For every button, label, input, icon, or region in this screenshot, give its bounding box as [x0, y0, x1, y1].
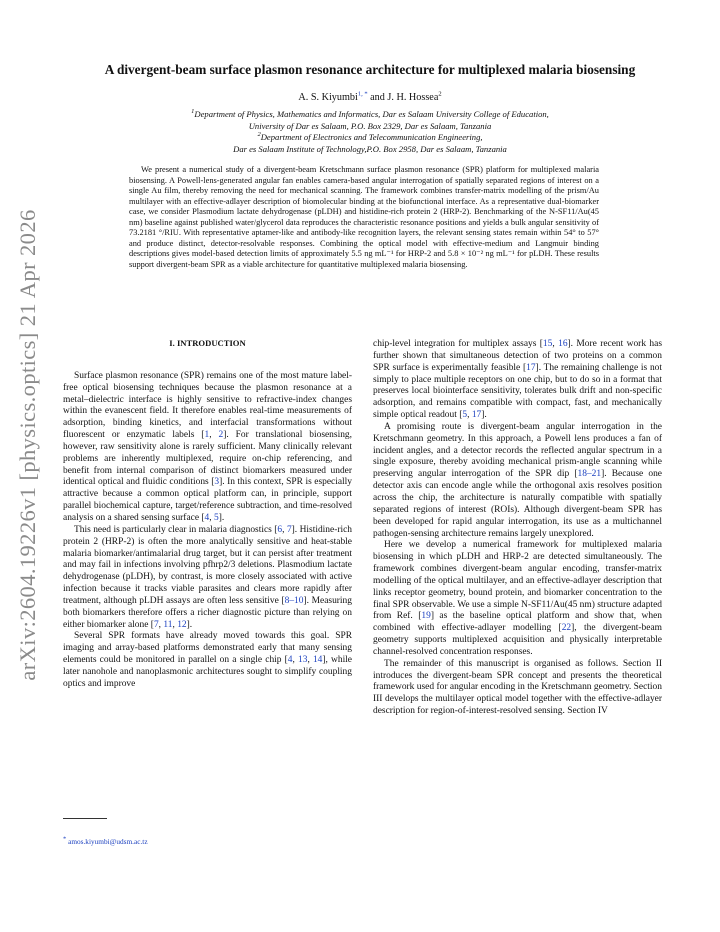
- author-list: [60, 92, 680, 103]
- paragraph-text: ].: [186, 619, 193, 630]
- citation-link[interactable]: 2: [218, 430, 224, 441]
- paragraph-text: ]. Measuring both biomarkers therefore offers a richer diagnostic picture than relying on either biomarker alone [: [63, 595, 352, 630]
- section-heading-introduction: [63, 338, 352, 350]
- citation-link[interactable]: 3: [214, 477, 220, 488]
- arxiv-identifier[interactable]: arXiv:2604.19226v1 [physics.optics] 21 Apr 2026: [15, 209, 40, 681]
- author-2-superscript: 2: [438, 90, 442, 98]
- affiliations: [60, 109, 680, 155]
- arxiv-sidebar-stamp: [6, 209, 50, 681]
- citation-link[interactable]: 5: [462, 410, 468, 421]
- abstract: [129, 165, 599, 270]
- paragraph: chip-level integration for multiplex assays [15, 16]. More recent work has further shown that simultaneous detection of two proteins on a common SPR surface is experimentally feasible [17]. The remaining challenge is not simply to place multiple receptors on one chip, but to do so in a format that preserves local biointerface sensitivity, tolerates bulk drift and non-specific adsorption, and remains compatible with compact, fast, and mechanically simple optical readout [5, 17].: [373, 339, 663, 421]
- author-conjunction: and: [370, 92, 385, 103]
- paragraph-text: ]. In this context, SPR is especially attractive because a common optical platform can, in principle, support parallel biochemical capture, target/reference subtraction, and time-resolved analysis on a shared sensing surface [: [63, 477, 352, 523]
- citation-link[interactable]: 19: [421, 611, 431, 622]
- citation-link[interactable]: 17: [471, 410, 482, 421]
- affiliation-2-mark: 2: [257, 131, 261, 139]
- paragraph-text: ]. Histidine-rich protein 2 (HRP-2) is often the more analytically sensitive and heat-stable malaria biomarker/antimalarial drug target, but it can persist after treatment and may fail in infections involving pfhrp2/3 deletions. Plasmodium lactate dehydrogenase (pLDH), by contrast, is more closely associated with active infection because it tracks viable parasites and clears more rapidly after treatment, although pLDH assays are often less sensitive [: [63, 524, 353, 606]
- abstract-text: We present a numerical study of a divergent-beam Kretschmann surface plasmon resonance (SPR) platform for multiplexed malaria biosensing. A Powell-lens-generated angular fan enables camera-based angular interrogation of spatially separated regions of interest on a single Au film, thereby removing the need for mechanical scanning. The framework combines transfer-matrix modelling of the prism/Au multilayer with an effective-adlayer description of biomolecular binding at the biofunctional interface. As a representative dual-biomarker case, we consider Plasmodium lactate dehydrogenase (pLDH) and histidine-rich protein 2 (HRP-2). Benchmarking of the N-SF11/Au(45 nm) baseline against published water/glycerol data reproduces the characteristic resonance positions and yields a bulk angular sensitivity of 73.2181 °/RIU. With representative aptamer-like and antibody-like recognition layers, the relevant sensing states remain within 54° to 57° and produce distinct, detector-resolvable responses. Combining the optical model with effective-medium and Langmuir binding descriptions gives model-based detection limits of approximately 5.5 ng mL⁻¹ for HRP-2 and 5.8 × 10⁻² ng mL⁻¹ for pLDH. These results support divergent-beam SPR as a viable architecture for quantitative multiplexed malaria biosensing.: [129, 165, 599, 269]
- citation-link[interactable]: 5: [213, 512, 219, 523]
- author-1: A. S. Kiyumbi: [298, 92, 358, 103]
- citation-link[interactable]: 22: [561, 623, 572, 634]
- paragraph-text: Surface plasmon resonance (SPR) remains one of the most mature label-free optical biosensing techniques because the plasmon resonance at a metal–dielectric interface is highly sensitive to refractive-index changes within the evanescent field. It therefore enables real-time measurements of adsorption, binding kinetics, and interfacial transformations without fluorescent or enzymatic labels [: [63, 370, 352, 441]
- paragraph-text: ]. Because one detector axis can encode angle while the orthogonal axis resolves position across the chip, the architecture is naturally compatible with spatially separated regions of interest (ROIs). Although divergent-beam SPR has been developed for rapid angular interrogation, its use as a multichannel pathogen-sensing architecture remains largely unexplored.: [373, 469, 662, 539]
- paragraph: [373, 540, 662, 658]
- footnote-divider: [63, 818, 107, 819]
- footnote-mark: *: [63, 835, 67, 843]
- paragraph-text: ].: [218, 512, 225, 523]
- citation-link[interactable]: 18–21: [577, 469, 602, 480]
- left-column: [63, 338, 352, 691]
- citation-link[interactable]: 6: [277, 524, 283, 535]
- paragraph: The remainder of this manuscript is organised as follows. Section II introduces the divergent-beam SPR concept and presents the theoretical framework used for angular encoding in the Kretschmann geometry. Section III develops the multilayer optical model together with the effective-adlayer description for region-of-interest-resolved sensing. Section IV: [373, 658, 662, 717]
- citation-link[interactable]: 7: [153, 619, 159, 630]
- citation-link[interactable]: 8–10: [284, 595, 304, 606]
- footnote: [63, 837, 148, 846]
- paragraph-text: chip-level integration for multiplex assays [: [373, 339, 543, 349]
- paragraph-text: ].: [481, 410, 487, 421]
- paragraph: [373, 422, 662, 540]
- affiliation-1: [60, 109, 680, 121]
- affiliation-1-mark: 1: [191, 108, 195, 116]
- paragraph-text: Here we develop a numerical framework for multiplexed malaria biosensing in which pLDH and HRP-2 are detected simultaneously. The framework combines divergent-beam angular encoding, transfer-matrix modelling of the optical multilayer, and an effective-adlayer description that links receptor geometry, bound protein, and biomarker concentration to the final SPR observable. We use a simple N-SF11/Au(45 nm) structure adapted from Ref. [: [373, 540, 662, 622]
- paragraph: Surface plasmon resonance (SPR) remains one of the most mature label-free optical biosensing techniques because the plasmon resonance at a metal–dielectric interface is highly sensitive to refractive-index changes within the evanescent field. It therefore enables real-time measurements of adsorption, binding kinetics, and interfacial transformations without fluorescent or enzymatic labels [1, 2]. For translational biosensing, however, raw sensitivity alone is rarely sufficient. Many clinically relevant problems are inherently multiplexed, require on-chip referencing, and benefit from internal comparison of distinct biomarkers measured under identical optical and fluidic conditions [3]. In this context, SPR is especially attractive because a common optical platform can, in principle, support parallel biochemical capture, target/reference subtraction, and time-resolved analysis on a shared sensing surface [4, 5].: [63, 370, 352, 523]
- citation-link[interactable]: 4: [204, 512, 210, 523]
- affiliation-2-line-2: Dar es Salaam Institute of Technology,P.O. Box 2958, Dar es Salaam, Tanzania: [233, 143, 507, 154]
- citation-link[interactable]: 12: [177, 619, 187, 630]
- citation-link[interactable]: 17: [526, 362, 536, 373]
- section-number: I.: [169, 338, 175, 348]
- paragraph-text: ], while later nanohole and nanoplasmonic architectures sought to simplify coupling optics and improve: [63, 655, 352, 689]
- affiliation-1-line-1: Department of Physics, Mathematics and Informatics, Dar es Salaam University College of Education,: [194, 109, 549, 119]
- author-1-superscript[interactable]: 1, *: [357, 90, 368, 98]
- paragraph: This need is particularly clear in malaria diagnostics [6, 7]. Histidine-rich protein 2 (HRP-2) is often the more analytically sensitive and heat-stable malaria biomarker/antimalarial drug target, but it can persist after treatment and may fail in infections involving pfhrp2/3 deletions. Plasmodium lactate dehydrogenase (pLDH), by contrast, is more closely associated with active infection because it tracks viable parasites and clears more rapidly after treatment, although pLDH assays are often less sensitive [8–10]. Measuring both biomarkers therefore offers a richer diagnostic picture than relying on either biomarker alone [7, 11, 12].: [63, 524, 353, 630]
- right-column: [373, 339, 662, 718]
- paragraph: Several SPR formats have already moved towards this goal. SPR imaging and array-based platforms demonstrated early that many sensing elements could be monitored in parallel on a single chip [4, 13, 14], while later nanohole and nanoplasmonic architectures sought to simplify coupling optics and improve: [63, 631, 352, 689]
- paragraph-text: Several SPR formats have already moved towards this goal. SPR imaging and array-based platforms demonstrated early that many sensing elements could be monitored in parallel on a single chip [: [63, 631, 352, 666]
- section-title: INTRODUCTION: [176, 338, 246, 348]
- paragraph-text: ]. For translational biosensing, however, raw sensitivity alone is rarely sufficient. Many clinically relevant problems are inherently multiplexed, require on-chip referencing, and benefit from internal comparison of distinct biomarkers measured under identical optical and fluidic conditions [: [63, 430, 352, 488]
- paragraph-text: ]. The remaining challenge is not simply to place multiple receptors on one chip, but to do so in a format that preserves local biointerface sensitivity, tolerates bulk drift and non-specific adsorption, and remains compatible with compact, fast, and mechanically simple optical readout [: [373, 362, 663, 421]
- affiliation-1-line-2: University of Dar es Salaam, P.O. Box 2329, Dar es Salaam, Tanzania: [248, 120, 492, 131]
- paragraph-text: ]. More recent work has further shown that simultaneous detection of two proteins on a common SPR surface is experimentally feasible [: [373, 339, 662, 373]
- citation-link[interactable]: 15: [542, 339, 553, 349]
- paragraph-text: ] as the baseline optical platform and show that, when combined with effective-adlayer modelling [: [373, 611, 662, 634]
- paragraph-text: ], the divergent-beam geometry supports multiplexed acquisition and physically interpretable channel-resolved concentration responses.: [373, 623, 662, 657]
- paragraph-text: This need is particularly clear in malaria diagnostics [: [74, 524, 278, 535]
- affiliation-2: [60, 132, 680, 144]
- citation-link[interactable]: 7: [286, 524, 292, 535]
- paragraph-text: A promising route is divergent-beam angular interrogation in the Kretschmann geometry. In this approach, a Powell lens produces a fan of incident angles, and a detector records the reflected angular spectrum in a single exposure, thereby avoiding mechanical prism-angle scanning while preserving angular interrogation of the SPR dip [: [373, 421, 662, 480]
- citation-link[interactable]: 4: [287, 655, 293, 666]
- citation-link[interactable]: 14: [312, 655, 323, 666]
- citation-link[interactable]: 16: [558, 339, 568, 349]
- author-2: J. H. Hossea: [387, 92, 439, 103]
- citation-link[interactable]: 13: [298, 655, 308, 666]
- corresponding-email-link[interactable]: amos.kiyumbi@udsm.ac.tz: [68, 837, 148, 846]
- citation-link[interactable]: 1: [204, 430, 210, 441]
- citation-link[interactable]: 11: [163, 619, 173, 630]
- paper-title: A divergent-beam surface plasmon resonance architecture for multiplexed malaria biosensing: [104, 62, 636, 77]
- affiliation-2-line-1: Department of Electronics and Telecommunication Engineering,: [260, 132, 483, 143]
